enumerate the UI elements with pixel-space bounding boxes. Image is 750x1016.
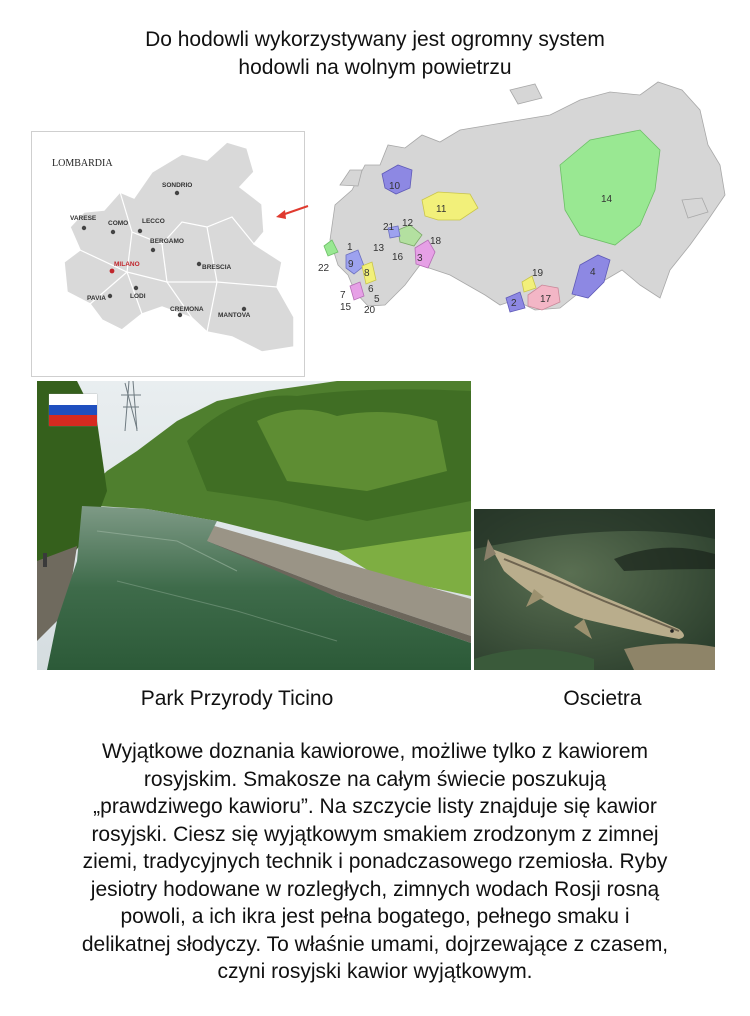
city-label: MANTOVA bbox=[218, 312, 251, 319]
lombardy-region-shape bbox=[64, 142, 294, 352]
city-dot bbox=[242, 307, 246, 311]
flag-stripe-white bbox=[49, 394, 97, 405]
flag-stripe-red bbox=[49, 415, 97, 426]
park-caption: Park Przyrody Ticino bbox=[140, 687, 334, 710]
russian-flag-icon bbox=[49, 394, 97, 426]
region-label-21: 21 bbox=[383, 222, 395, 233]
region-label-5: 5 bbox=[374, 294, 380, 305]
region-label-15: 15 bbox=[340, 302, 352, 313]
city-dot bbox=[197, 262, 201, 266]
region-label-11: 11 bbox=[436, 204, 447, 215]
city-label: LECCO bbox=[142, 218, 165, 225]
region-label-6: 6 bbox=[368, 284, 374, 295]
city-dot bbox=[178, 313, 182, 317]
city-label: BRESCIA bbox=[202, 264, 232, 271]
russia-land-shape bbox=[330, 82, 725, 310]
flag-stripe-blue bbox=[49, 405, 97, 416]
region-label-14: 14 bbox=[601, 194, 613, 205]
city-label-highlight: MILANO bbox=[114, 261, 140, 268]
city-label: VARESE bbox=[70, 215, 97, 222]
city-label: COMO bbox=[108, 220, 129, 227]
region-label-12: 12 bbox=[402, 218, 414, 229]
body-line-6: jesiotry hodowane w rozległych, zimnych wodach Rosji rosną bbox=[90, 877, 660, 901]
russia-map bbox=[310, 70, 735, 320]
body-line-8: delikatnej słodyczy. To właśnie umami, dojrzewające z czasem, bbox=[81, 932, 669, 956]
city-dot bbox=[82, 226, 86, 230]
region-label-13: 13 bbox=[373, 243, 385, 254]
city-label: SONDRIO bbox=[162, 182, 193, 189]
region-label-7: 7 bbox=[340, 290, 346, 301]
body-line-4: rosyjski. Ciesz się wyjątkowym smakiem zrodzonym z zimnej bbox=[91, 822, 659, 846]
sturgeon-photo bbox=[474, 509, 715, 670]
sturgeon-illustration bbox=[474, 509, 715, 670]
region-label-20: 20 bbox=[364, 305, 376, 316]
region-label-16: 16 bbox=[392, 252, 404, 263]
city-dot bbox=[134, 286, 138, 290]
city-label: BERGAMO bbox=[150, 238, 184, 245]
body-line-5: ziemi, tradycyjnych technik i ponadczasowego rzemiosła. Ryby bbox=[82, 850, 668, 873]
lombardy-map bbox=[31, 131, 305, 377]
body-line-2: rosyjskim. Smakosze na całym świecie poszukują bbox=[143, 767, 607, 791]
region-label-8: 8 bbox=[364, 268, 370, 279]
region-label-17: 17 bbox=[540, 294, 552, 305]
region-label-10: 10 bbox=[389, 181, 401, 192]
region-label-1: 1 bbox=[347, 242, 353, 253]
city-dot bbox=[138, 229, 142, 233]
park-photo bbox=[37, 381, 471, 670]
person-figure bbox=[43, 553, 47, 567]
region-label-4: 4 bbox=[590, 267, 596, 278]
region-label-3: 3 bbox=[417, 253, 423, 264]
region-label-9: 9 bbox=[348, 259, 354, 270]
lombardy-label: LOMBARDIA bbox=[52, 158, 113, 169]
region-label-18: 18 bbox=[430, 236, 442, 247]
body-line-3: „prawdziwego kawioru”. Na szczycie listy znajduje się kawior bbox=[93, 795, 657, 818]
title-line-1: Do hodowli wykorzystywany jest ogromny system bbox=[145, 28, 605, 51]
body-line-7: powoli, a ich ikra jest pełna bogatego, pełnego smaku i bbox=[120, 905, 630, 928]
title-line-2: hodowli na wolnym powietrzu bbox=[238, 56, 512, 79]
city-dot bbox=[111, 230, 115, 234]
city-label: LODI bbox=[130, 293, 146, 300]
body-line-1: Wyjątkowe doznania kawiorowe, możliwe tylko z kawiorem bbox=[101, 740, 648, 763]
body-line-9: czyni rosyjski kawior wyjątkowym. bbox=[217, 960, 533, 983]
body-paragraph bbox=[30, 738, 720, 986]
city-dot bbox=[151, 248, 155, 252]
region-label-22: 22 bbox=[318, 263, 330, 274]
fish-caption: Oscietra bbox=[563, 687, 642, 710]
city-label: CREMONA bbox=[170, 306, 204, 313]
city-brescia bbox=[197, 262, 232, 271]
red-arrow-icon bbox=[272, 200, 312, 222]
city-label: PAVIA bbox=[87, 295, 106, 302]
region-label-19: 19 bbox=[532, 268, 544, 279]
city-dot bbox=[175, 191, 179, 195]
park-photo-illustration bbox=[37, 381, 471, 670]
city-dot-highlight bbox=[110, 269, 115, 274]
city-dot bbox=[108, 294, 112, 298]
lombardy-map-svg bbox=[32, 132, 304, 376]
region-label-2: 2 bbox=[511, 298, 517, 309]
